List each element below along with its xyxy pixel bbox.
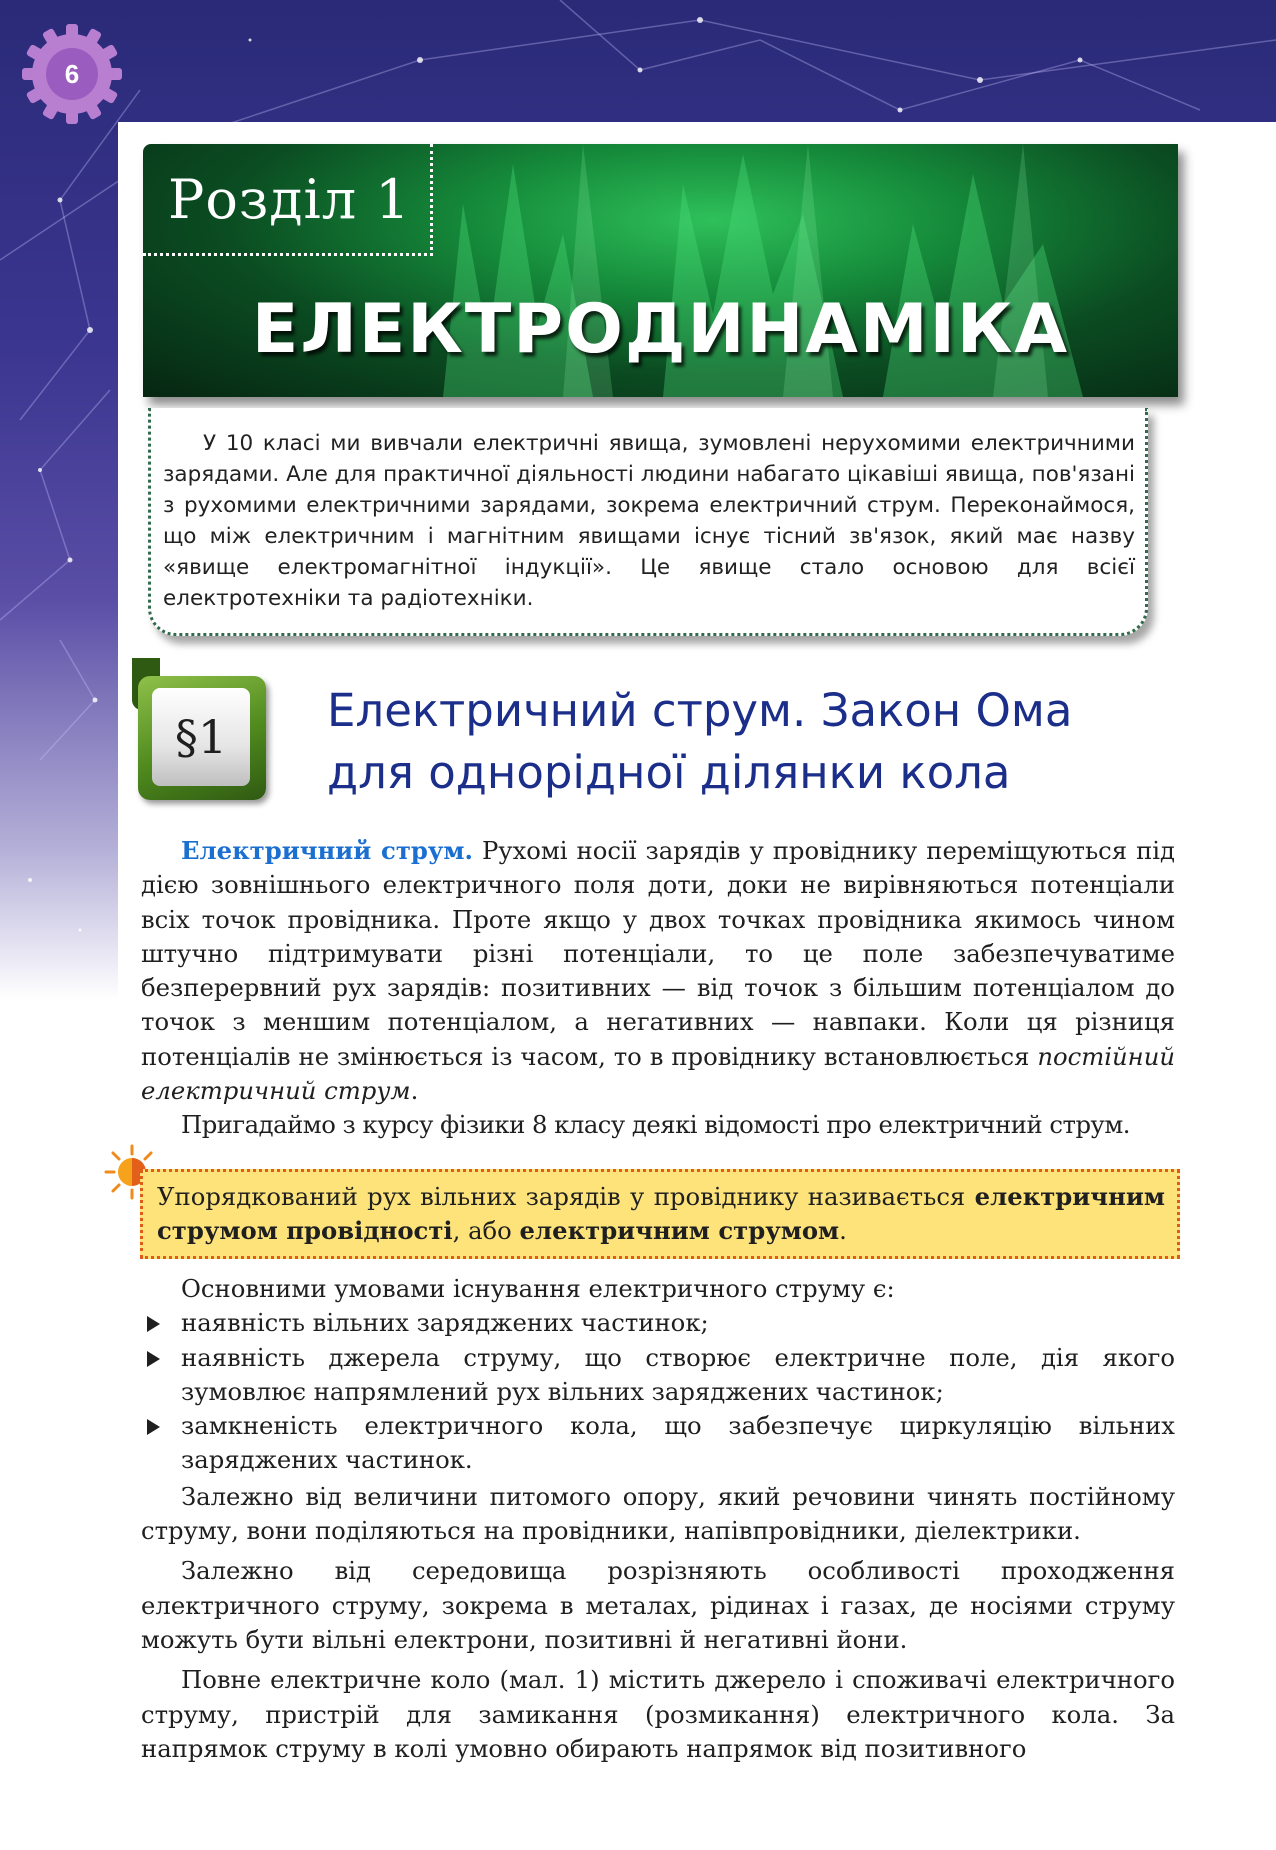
term-conduction-current: електричним струмом провідності xyxy=(157,1182,1165,1246)
main-text-block-2 xyxy=(141,1272,1175,1766)
intro-text: У 10 класі ми вивчали електричні явища, зумовлені нерухомими електричними зарядами. Але для практичної діяльності людини набагато цікавіші явища, пов'язані з рухомими електричними зарядами, зокрема електричний струм. Переконаймося, що між електричним і магнітним явищами існує тісний зв'язок, який має назву «явище електромагнітної індукції». Це явище стало основою для всієї електротехніки та радіотехніки. xyxy=(163,431,1135,611)
bullet-triangle-icon xyxy=(147,1419,160,1435)
intro-box xyxy=(148,408,1148,636)
section-title-line2: для однорідної ділянки кола xyxy=(327,746,1011,799)
bullet-triangle-icon xyxy=(147,1316,160,1332)
section-number: §1 xyxy=(152,688,250,786)
paragraph-recall: Пригадаймо з курсу фізики 8 класу деякі відомості про електричний струм. xyxy=(181,1110,1130,1140)
definition-box: Упорядкований рух вільних зарядів у провіднику називається електричним струмом провідності, або електричним струмом. xyxy=(140,1169,1180,1259)
chapter-label: Розділ 1 xyxy=(168,168,411,231)
term-electric-current: Електричний струм. xyxy=(181,836,473,865)
list-item: замкненість електричного кола, що забезпечує циркуляцію вільних заряджених частинок. xyxy=(141,1409,1175,1478)
bullet-triangle-icon xyxy=(147,1351,160,1367)
page-number: 6 xyxy=(64,58,80,89)
paragraph-electric-current: Електричний струм. Рухомі носії зарядів у провіднику переміщуються під дією зовнішнього електричного поля доти, доки не вирівняються потенціали всіх точок провідника. Проте якщо у двох точках провідника якимось чином штучно підтримувати різні потенціали, то це поле забезпечуватиме безперервний рух зарядів: позитивних — від точок з більшим потенціалом до точок з меншим потенціалом, а негативних — навпаки. Коли ця різниця потенціалів не змінюється із часом, то в провіднику встановлюється постійний електричний струм. xyxy=(141,836,1175,1106)
paragraph-resistivity: Залежно від величини питомого опору, який речовини чинять постійному струму, вони поділяються на провідники, напівпровідники, діелектрики. xyxy=(141,1481,1175,1546)
main-text-block-1 xyxy=(141,834,1175,1143)
term-current: електричним струмом xyxy=(519,1216,840,1246)
conditions-list xyxy=(141,1306,1175,1477)
list-item: наявність джерела струму, що створює електричне поле, дія якого зумовлює напрямлений рух вільних заряджених частинок; xyxy=(141,1341,1175,1410)
list-item: наявність вільних заряджених частинок; xyxy=(141,1306,1175,1340)
term-direct-current: постійний електричний струм xyxy=(141,1041,1175,1106)
paragraph-conditions: Основними умовами існування електричного струму є: xyxy=(181,1274,895,1303)
paragraph-media: Залежно від середовища розрізняють особливості проходження електричного струму, зокрема в металах, рідинах і газах, де носіями струму можуть бути вільні електрони, позитивні й негативні йони. xyxy=(141,1556,1175,1654)
section-title-line1: Електричний струм. Закон Ома xyxy=(327,684,1073,737)
section-title xyxy=(327,680,1167,804)
paragraph-circuit: Повне електричне коло (мал. 1) містить джерело і споживачі електричного струму, пристрій для замикання (розмикання) електричного кола. За напрямок струму в колі умовно обирають напрямок від позитивного xyxy=(141,1665,1175,1763)
chapter-title: ЕЛЕКТРОДИНАМІКА xyxy=(251,290,1070,369)
